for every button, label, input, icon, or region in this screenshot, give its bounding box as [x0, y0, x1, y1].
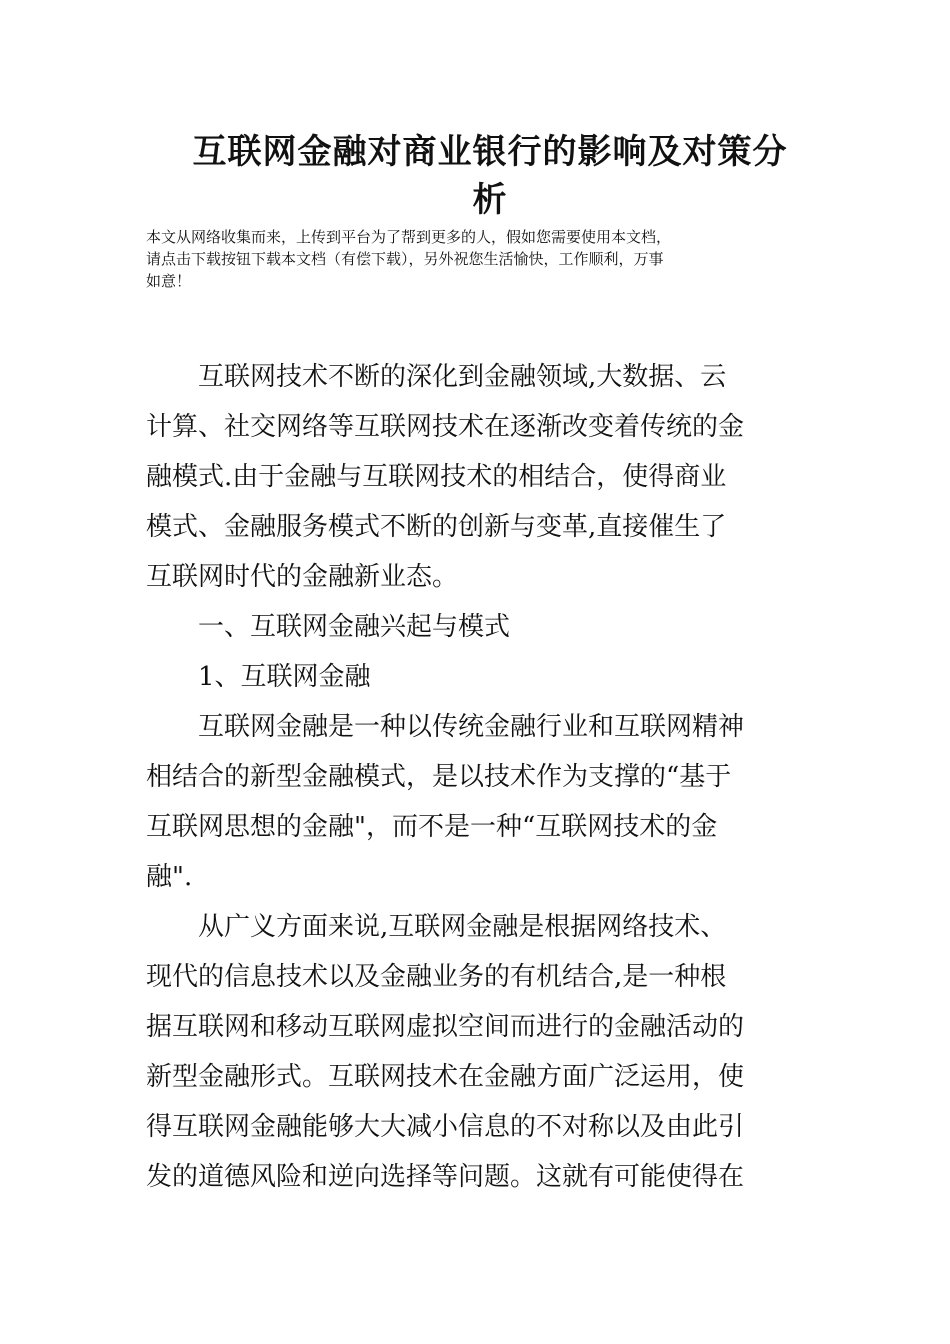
body-line: 发的道德风险和逆向选择等问题。这就有可能使得在: [146, 1162, 745, 1192]
body-line: 新型金融形式。互联网技术在金融方面广泛运用，使: [146, 1062, 745, 1092]
title-line: 析: [472, 180, 508, 220]
notice-line: 如意！: [146, 272, 192, 290]
notice-line: 本文从网络收集而来，上传到平台为了帮到更多的人，假如您需要使用本文档，: [146, 228, 672, 246]
section-heading: 一、互联网金融兴起与模式: [146, 612, 511, 642]
body-line: 互联网思想的金融"，而不是一种“互联网技术的金: [146, 812, 718, 842]
body-line: 融模式.由于金融与互联网技术的相结合，使得商业: [146, 462, 727, 492]
download-notice: [146, 226, 822, 292]
body-line: 计算、社交网络等互联网技术在逐渐改变着传统的金: [146, 412, 745, 442]
document-title: [140, 128, 840, 224]
body-line: 据互联网和移动互联网虚拟空间而进行的金融活动的: [146, 1012, 745, 1042]
body-line: 互联网金融是一种以传统金融行业和互联网精神: [146, 712, 745, 742]
body-line: 相结合的新型金融模式，是以技术作为支撑的“基于: [146, 762, 732, 792]
body-line: 得互联网金融能够大大减小信息的不对称以及由此引: [146, 1112, 745, 1142]
body-line: 现代的信息技术以及金融业务的有机结合,是一种根: [146, 962, 727, 992]
subsection-heading: 1、互联网金融: [146, 662, 371, 692]
body-line: 融".: [146, 862, 193, 892]
body-line: 模式、金融服务模式不断的创新与变革,直接催生了: [146, 512, 727, 542]
title-line: 互联网金融对商业银行的影响及对策分: [192, 132, 788, 172]
notice-line: 请点击下载按钮下载本文档（有偿下载），另外祝您生活愉快，工作顺利，万事: [146, 250, 664, 268]
body-line: 互联网时代的金融新业态。: [146, 562, 459, 592]
body-line: 互联网技术不断的深化到金融领域,大数据、云: [146, 362, 727, 392]
body-line: 从广义方面来说,互联网金融是根据网络技术、: [146, 912, 727, 942]
document-body: [146, 352, 814, 1202]
